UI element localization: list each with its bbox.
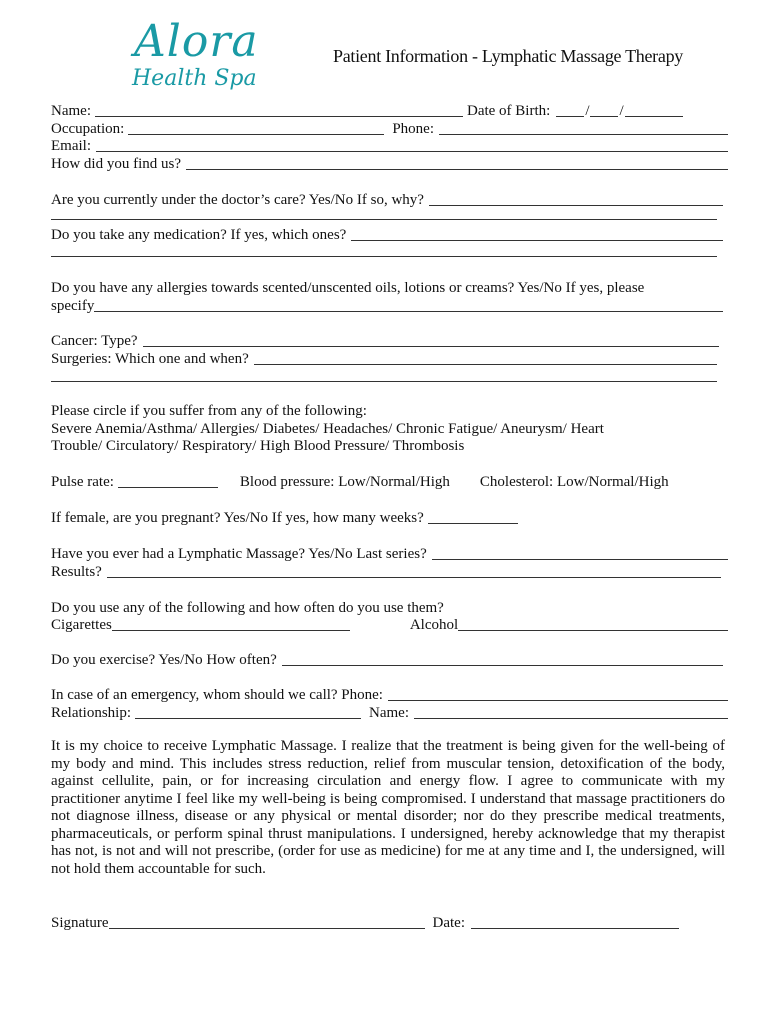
- doctor-care-label: Are you currently under the doctor’s care? Yes/No If so, why?: [51, 192, 424, 208]
- last-series-field[interactable]: [432, 558, 728, 560]
- phone-label: Phone:: [392, 121, 434, 137]
- allergies-row-2: [51, 295, 731, 315]
- cholesterol-label[interactable]: Cholesterol: Low/Normal/High: [479, 474, 669, 490]
- exercise-field[interactable]: [282, 664, 723, 666]
- cigarettes-label: Cigarettes: [51, 617, 112, 633]
- circle-intro-text: Please circle if you suffer from any of the following:: [51, 403, 367, 419]
- substances-row: [51, 614, 731, 634]
- signature-label: Signature: [51, 915, 109, 931]
- cigarettes-field[interactable]: [112, 629, 350, 631]
- email-row: [51, 135, 731, 155]
- cancer-field[interactable]: [143, 345, 719, 347]
- conditions-row-2: [51, 435, 731, 455]
- results-label: Results?: [51, 564, 102, 580]
- vitals-row: [51, 471, 731, 491]
- alcohol-label: Alcohol: [409, 617, 459, 633]
- circle-intro-row: [51, 400, 731, 420]
- pulse-field[interactable]: [118, 486, 218, 488]
- alora-logo: [128, 16, 260, 98]
- signature-row: [51, 912, 731, 932]
- signature-field[interactable]: [109, 927, 425, 929]
- emergency-name-label: Name:: [369, 705, 409, 721]
- pregnant-row: [51, 507, 731, 527]
- use-intro-text: Do you use any of the following and how often do you use them?: [51, 600, 444, 616]
- email-field[interactable]: [96, 150, 728, 152]
- alcohol-field[interactable]: [458, 629, 728, 631]
- name-dob-row: [51, 100, 731, 120]
- medication-extra-line[interactable]: [51, 256, 717, 257]
- consent-paragraph: It is my choice to receive Lymphatic Massage. I realize that the treatment is being given for the well-being of my body and mind. This includes stress reduction, relief from muscular tension, detoxification of the body, against cellulite, pain, or for increasing circulation and energy flow. I agree to communicate with my practitioner anytime I feel like my well-being is being compromised. I understand that massage practitioners do not diagnose illness, disease or any physical or mental disorder; nor do they prescribe medical treatments, pharmaceuticals, or perform spinal thrust manipulations. I undersigned, hereby acknowledge that my therapist has not, is not and will not prescribe, (order for use as medicine) for me at any time and I, the undersigned, will not hold them accountable for such.: [51, 738, 725, 877]
- lymphatic-before-row: [51, 543, 731, 563]
- doctor-care-field[interactable]: [429, 204, 723, 206]
- relationship-label: Relationship:: [51, 705, 131, 721]
- allergies-specify-label: specify: [51, 298, 95, 314]
- exercise-label: Do you exercise? Yes/No How often?: [51, 652, 277, 668]
- doctor-care-extra-line[interactable]: [51, 219, 717, 220]
- relationship-field[interactable]: [135, 717, 361, 719]
- blood-pressure-label[interactable]: Blood pressure: Low/Normal/High: [239, 474, 450, 490]
- medication-field[interactable]: [351, 239, 723, 241]
- allergies-label: Do you have any allergies towards scented/unscented oils, lotions or creams? Yes/No If yes, please: [51, 280, 645, 296]
- logo-text-health-spa: Health Spa: [132, 66, 257, 91]
- pregnant-weeks-field[interactable]: [428, 522, 518, 524]
- occupation-label: Occupation:: [51, 121, 125, 137]
- emergency-name-field[interactable]: [414, 717, 728, 719]
- page-title: Patient Information - Lymphatic Massage Therapy: [333, 46, 683, 66]
- name-field[interactable]: [95, 115, 463, 117]
- results-field[interactable]: [107, 576, 721, 578]
- cancer-label: Cancer: Type?: [51, 333, 138, 349]
- date-field[interactable]: [471, 927, 679, 929]
- relationship-row: [51, 702, 731, 722]
- emergency-phone-field[interactable]: [388, 699, 728, 701]
- conditions-list-2[interactable]: Trouble/ Circulatory/ Respiratory/ High Blood Pressure/ Thrombosis: [51, 438, 465, 454]
- surgeries-label: Surgeries: Which one and when?: [51, 351, 249, 367]
- surgeries-field[interactable]: [254, 363, 717, 365]
- pregnant-label: If female, are you pregnant? Yes/No If yes, how many weeks?: [51, 510, 424, 526]
- conditions-list-1[interactable]: Severe Anemia/Asthma/ Allergies/ Diabetes/ Headaches/ Chronic Fatigue/ Aneurysm/ Heart: [51, 421, 604, 437]
- medication-row: [51, 224, 731, 244]
- cancer-row: [51, 330, 731, 350]
- find-us-row: [51, 153, 731, 173]
- surgeries-row: [51, 348, 731, 368]
- logo-text-alora: Alora: [134, 16, 259, 67]
- emergency-row: [51, 684, 731, 704]
- name-label: Name:: [51, 103, 91, 119]
- allergies-field[interactable]: [94, 310, 723, 312]
- email-label: Email:: [51, 138, 91, 154]
- surgeries-extra-line[interactable]: [51, 381, 717, 382]
- find-us-label: How did you find us?: [51, 156, 181, 172]
- exercise-row: [51, 649, 731, 669]
- medication-label: Do you take any medication? If yes, which ones?: [51, 227, 347, 243]
- dob-label: Date of Birth:: [466, 103, 551, 119]
- lymphatic-before-label: Have you ever had a Lymphatic Massage? Yes/No Last series?: [51, 546, 427, 562]
- dob-field[interactable]: / /: [550, 103, 683, 120]
- emergency-label: In case of an emergency, whom should we call? Phone:: [51, 687, 383, 703]
- allergies-row-1: [51, 277, 731, 297]
- results-row: [51, 561, 731, 581]
- find-us-field[interactable]: [186, 168, 728, 170]
- pulse-label: Pulse rate:: [51, 474, 114, 490]
- doctor-care-row: [51, 189, 731, 209]
- date-label: Date:: [432, 915, 465, 931]
